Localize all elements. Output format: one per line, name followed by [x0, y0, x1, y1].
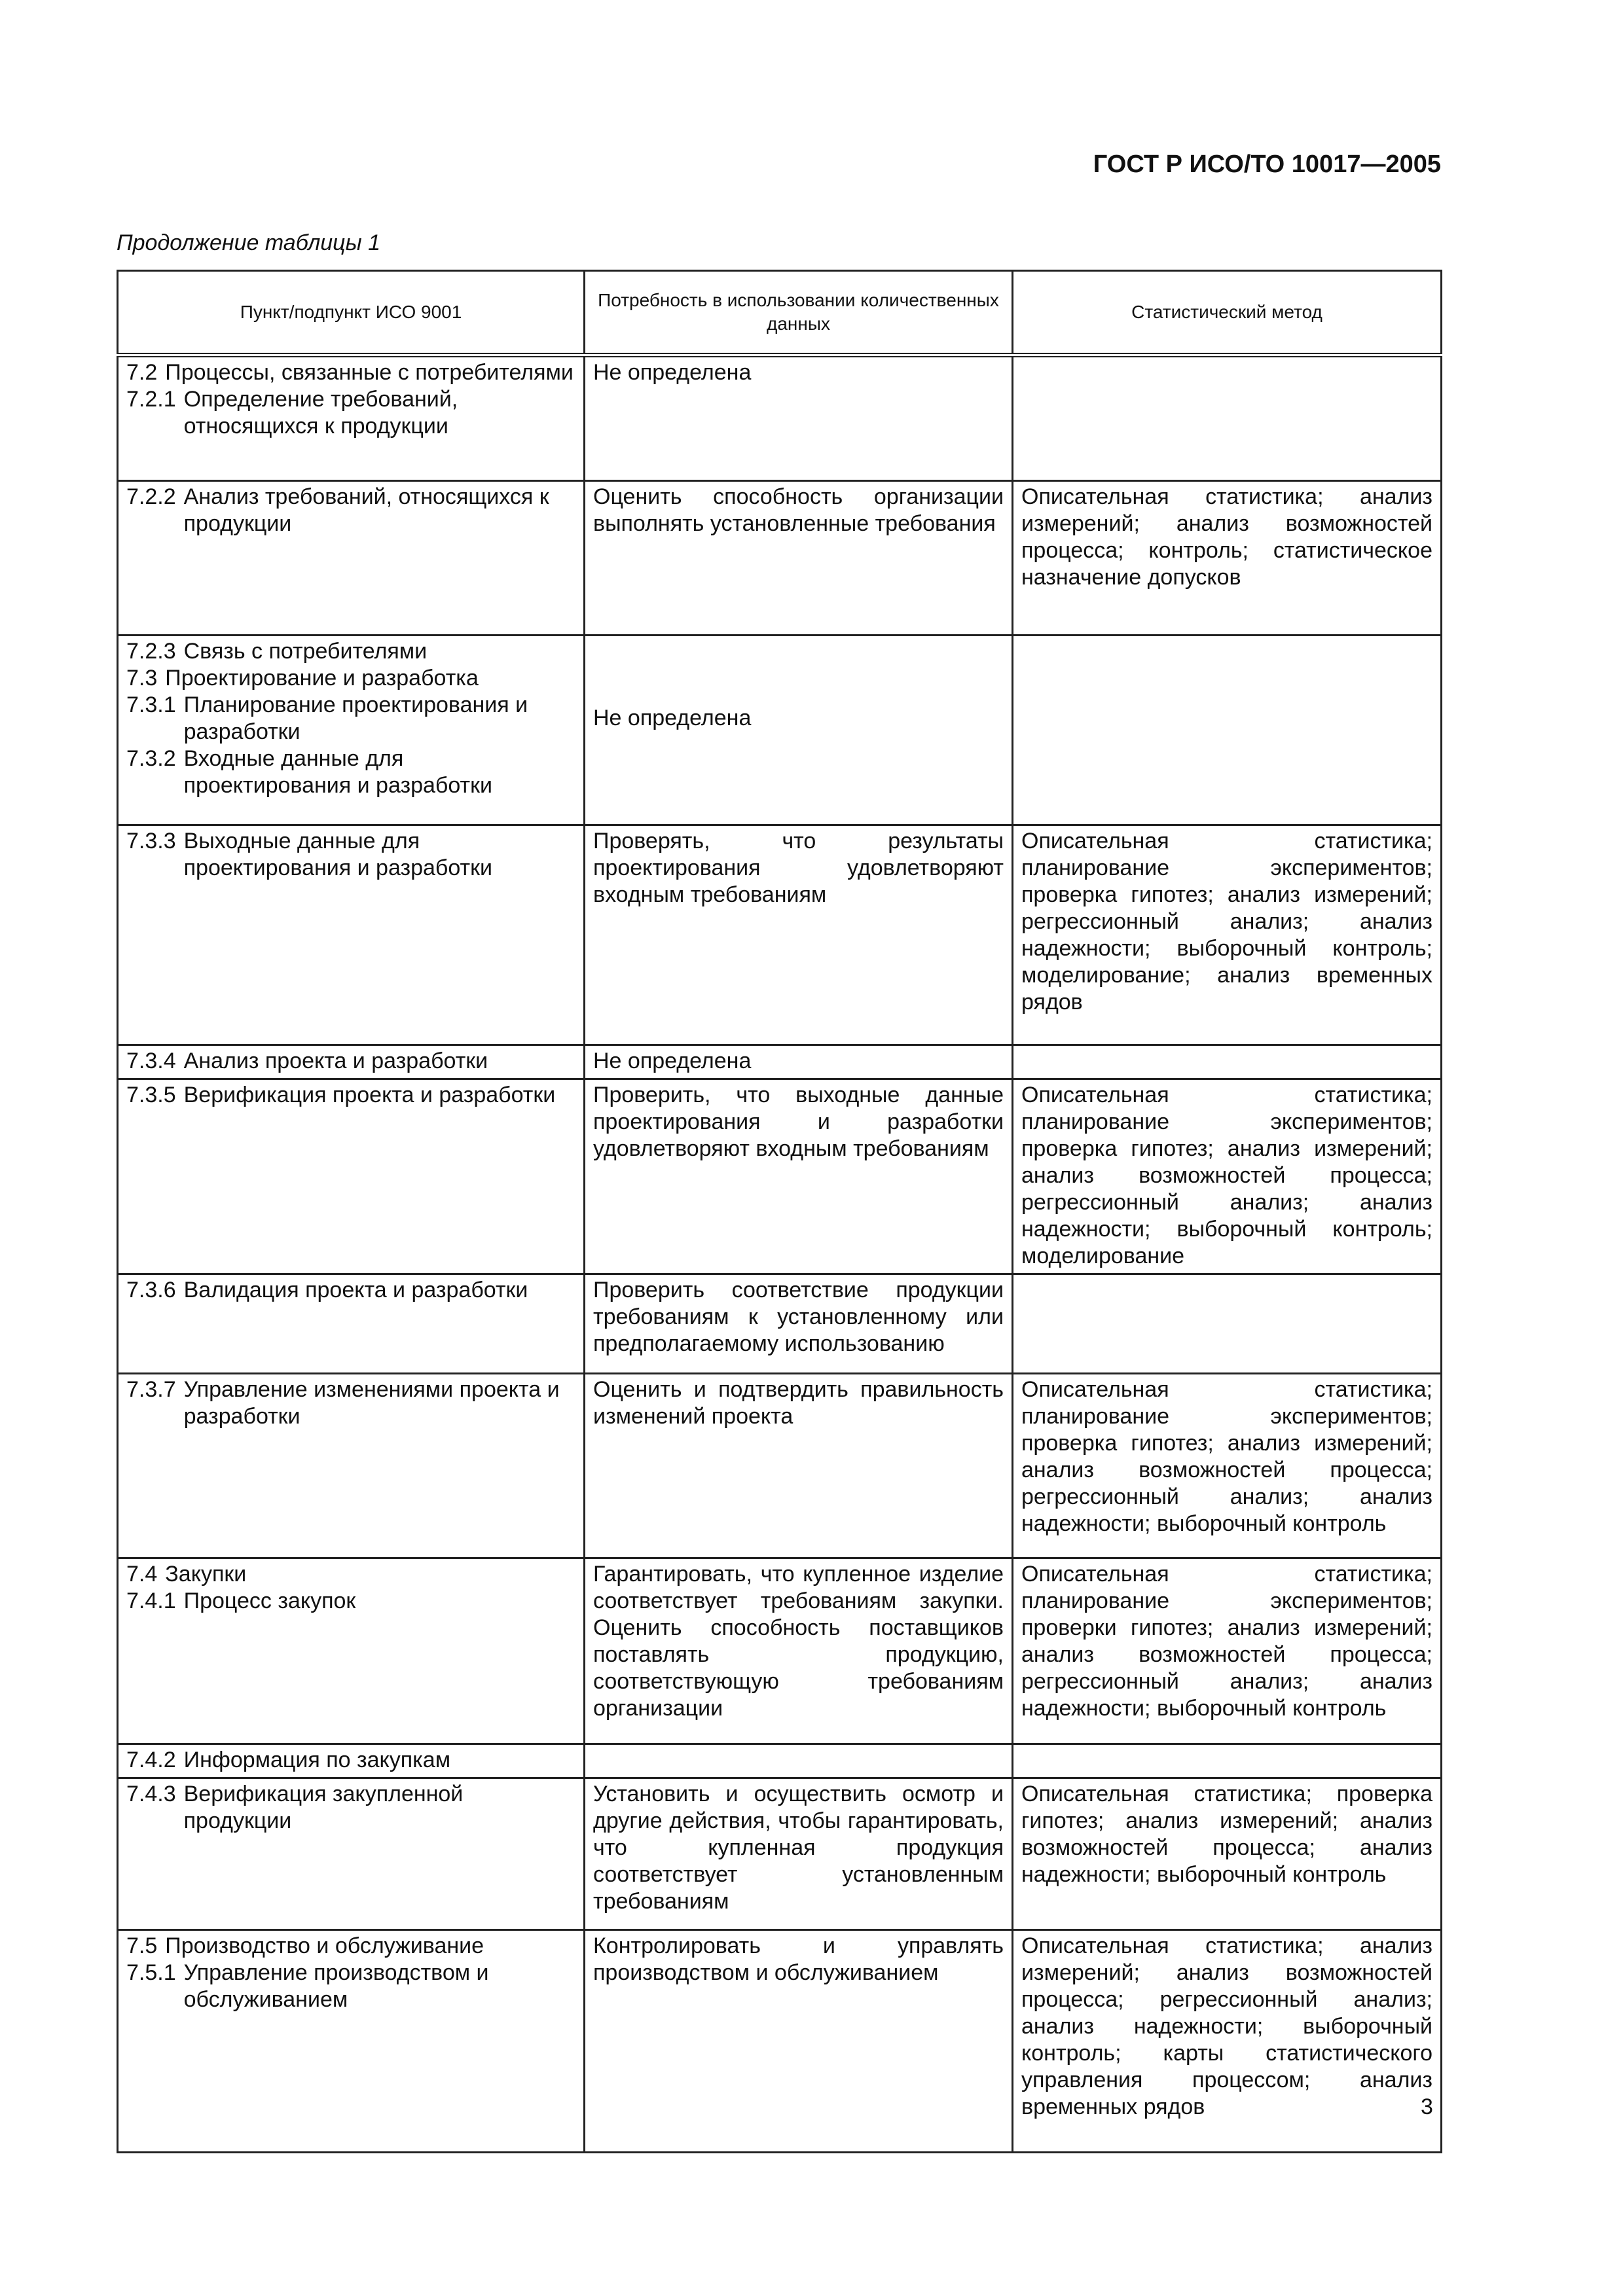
clause-number: 7.3.2	[126, 746, 176, 771]
table-row	[118, 1079, 1442, 1274]
need-cell: Не определена	[585, 355, 1013, 481]
clause-item	[126, 1781, 575, 1835]
clause-number: 7.3.4	[126, 1049, 176, 1073]
table-row	[118, 1744, 1442, 1778]
clause-cell	[118, 825, 585, 1045]
clause-number: 7.5.1	[126, 1960, 176, 1985]
need-cell: Проверить, что выходные данные проектирования и разработки удовлетворяют входным требованиям	[585, 1079, 1013, 1274]
requirements-table	[117, 270, 1442, 2153]
table-body	[118, 355, 1442, 2153]
clause-number: 7.4.3	[126, 1782, 176, 1806]
table-row	[118, 1778, 1442, 1930]
clause-number: 7.3.5	[126, 1083, 176, 1107]
need-cell: Проверить соответствие продукции требованиям к установленному или предполагаемому использованию	[585, 1274, 1013, 1374]
clause-cell	[118, 1374, 585, 1558]
need-cell: Контролировать и управлять производством и обслуживанием	[585, 1930, 1013, 2153]
clause-number: 7.3.3	[126, 829, 176, 853]
clause-item	[126, 1277, 575, 1304]
clause-title: Верификация проекта и разработки	[183, 1083, 556, 1107]
table-row	[118, 825, 1442, 1045]
clause-item	[126, 386, 575, 440]
clause-number: 7.4.1	[126, 1588, 176, 1613]
clause-item	[126, 638, 575, 665]
clause-title: Валидация проекта и разработки	[183, 1278, 528, 1302]
clause-item	[126, 1082, 575, 1109]
clause-cell	[118, 1558, 585, 1744]
clause-title: Производство и обслуживание	[165, 1933, 484, 1958]
clause-title: Связь с потребителями	[183, 639, 428, 664]
method-cell	[1013, 355, 1442, 481]
clause-item	[126, 1747, 575, 1774]
clause-title: Управление производством и обслуживанием	[183, 1960, 489, 2012]
clause-cell	[118, 636, 585, 825]
clause-item	[126, 484, 575, 537]
clause-title: Верификация закупленной продукции	[183, 1782, 464, 1833]
need-cell: Установить и осуществить осмотр и другие действия, чтобы гарантировать, что купленная продукция соответствует установленным требованиям	[585, 1778, 1013, 1930]
method-cell: Описательная статистика; анализ измерений; анализ возможностей процесса; контроль; статистическое назначение допусков	[1013, 481, 1442, 636]
clause-item	[126, 665, 575, 692]
clause-cell	[118, 1045, 585, 1079]
clause-item	[126, 1376, 575, 1430]
clause-title: Планирование проектирования и разработки	[183, 692, 528, 744]
table-row	[118, 1930, 1442, 2153]
clause-number: 7.3.6	[126, 1278, 176, 1302]
method-cell	[1013, 636, 1442, 825]
clause-title: Закупки	[165, 1562, 247, 1587]
clause-title: Выходные данные для проектирования и разработки	[183, 829, 492, 880]
method-cell: Описательная статистика; планирование экспериментов; проверка гипотез; анализ измерений; анализ возможностей процесса; регрессионный анализ; анализ надежности; выборочный контроль	[1013, 1374, 1442, 1558]
page-number: 3	[1421, 2094, 1433, 2119]
clause-title: Входные данные для проектирования и разработки	[183, 746, 492, 798]
clause-cell	[118, 1079, 585, 1274]
clause-item	[126, 1048, 575, 1075]
clause-item	[126, 1933, 575, 1960]
clause-title: Информация по закупкам	[183, 1748, 451, 1772]
table-row	[118, 636, 1442, 825]
table-row	[118, 1274, 1442, 1374]
clause-cell	[118, 481, 585, 636]
clause-title: Процесс закупок	[183, 1588, 356, 1613]
clause-title: Управление изменениями проекта и разработки	[183, 1377, 560, 1429]
clause-cell	[118, 355, 585, 481]
clause-item	[126, 1561, 575, 1588]
need-cell: Гарантировать, что купленное изделие соответствует требованиям закупки. Оценить способность поставщиков поставлять продукцию, соответствующую требованиям организации	[585, 1558, 1013, 1744]
clause-item	[126, 692, 575, 745]
need-cell	[585, 1744, 1013, 1778]
method-cell: Описательная статистика; анализ измерений; анализ возможностей процесса; регрессионный анализ; анализ надежности; выборочный контроль; карты статистического управления процессом; анализ временных рядов	[1013, 1930, 1442, 2153]
clause-number: 7.3.7	[126, 1377, 176, 1402]
method-cell: Описательная статистика; планирование экспериментов; проверка гипотез; анализ измерений; регрессионный анализ; анализ надежности; выборочный контроль; моделирование; анализ временных рядов	[1013, 825, 1442, 1045]
table-row	[118, 1045, 1442, 1079]
clause-title: Определение требований, относящихся к продукции	[183, 387, 458, 439]
clause-title: Анализ требований, относящихся к продукции	[183, 484, 549, 536]
clause-item	[126, 1588, 575, 1615]
column-header-need: Потребность в использовании количественных данных	[585, 271, 1013, 355]
clause-number: 7.2.3	[126, 639, 176, 664]
table-row	[118, 1558, 1442, 1744]
column-header-clause: Пункт/подпункт ИСО 9001	[118, 271, 585, 355]
table-row	[118, 1374, 1442, 1558]
clause-item	[126, 828, 575, 882]
need-cell: Оценить способность организации выполнять установленные требования	[585, 481, 1013, 636]
table-row	[118, 355, 1442, 481]
clause-item	[126, 359, 575, 386]
standard-designation: ГОСТ Р ИСО/ТО 10017—2005	[1093, 151, 1441, 178]
method-cell: Описательная статистика; планирование экспериментов; проверка гипотез; анализ измерений; анализ возможностей процесса; регрессионный анализ; анализ надежности; выборочный контроль; моделирование	[1013, 1079, 1442, 1274]
method-cell	[1013, 1744, 1442, 1778]
clause-number: 7.4	[126, 1562, 158, 1587]
clause-title: Анализ проекта и разработки	[183, 1049, 488, 1073]
need-cell: Оценить и подтвердить правильность изменений проекта	[585, 1374, 1013, 1558]
clause-title: Проектирование и разработка	[165, 666, 479, 691]
need-cell: Не определена	[585, 1045, 1013, 1079]
clause-number: 7.3.1	[126, 692, 176, 717]
column-header-method: Статистический метод	[1013, 271, 1442, 355]
clause-item	[126, 1960, 575, 2013]
clause-cell	[118, 1778, 585, 1930]
table-caption: Продолжение таблицы 1	[117, 230, 380, 255]
clause-number: 7.3	[126, 666, 158, 691]
clause-cell	[118, 1274, 585, 1374]
clause-number: 7.2	[126, 360, 158, 385]
clause-number: 7.2.1	[126, 387, 176, 412]
clause-cell	[118, 1744, 585, 1778]
method-cell	[1013, 1274, 1442, 1374]
table-row	[118, 481, 1442, 636]
need-cell: Не определена	[585, 636, 1013, 825]
method-cell	[1013, 1045, 1442, 1079]
need-cell: Проверять, что результаты проектирования удовлетворяют входным требованиям	[585, 825, 1013, 1045]
method-cell: Описательная статистика; проверка гипотез; анализ измерений; анализ возможностей процесса; анализ надежности; выборочный контроль	[1013, 1778, 1442, 1930]
clause-item	[126, 745, 575, 799]
clause-number: 7.5	[126, 1933, 158, 1958]
clause-title: Процессы, связанные с потребителями	[165, 360, 574, 385]
clause-cell	[118, 1930, 585, 2153]
clause-number: 7.4.2	[126, 1748, 176, 1772]
method-cell: Описательная статистика; планирование экспериментов; проверки гипотез; анализ измерений; анализ возможностей процесса; регрессионный анализ; анализ надежности; выборочный контроль	[1013, 1558, 1442, 1744]
table-header-row	[118, 271, 1442, 355]
clause-number: 7.2.2	[126, 484, 176, 509]
